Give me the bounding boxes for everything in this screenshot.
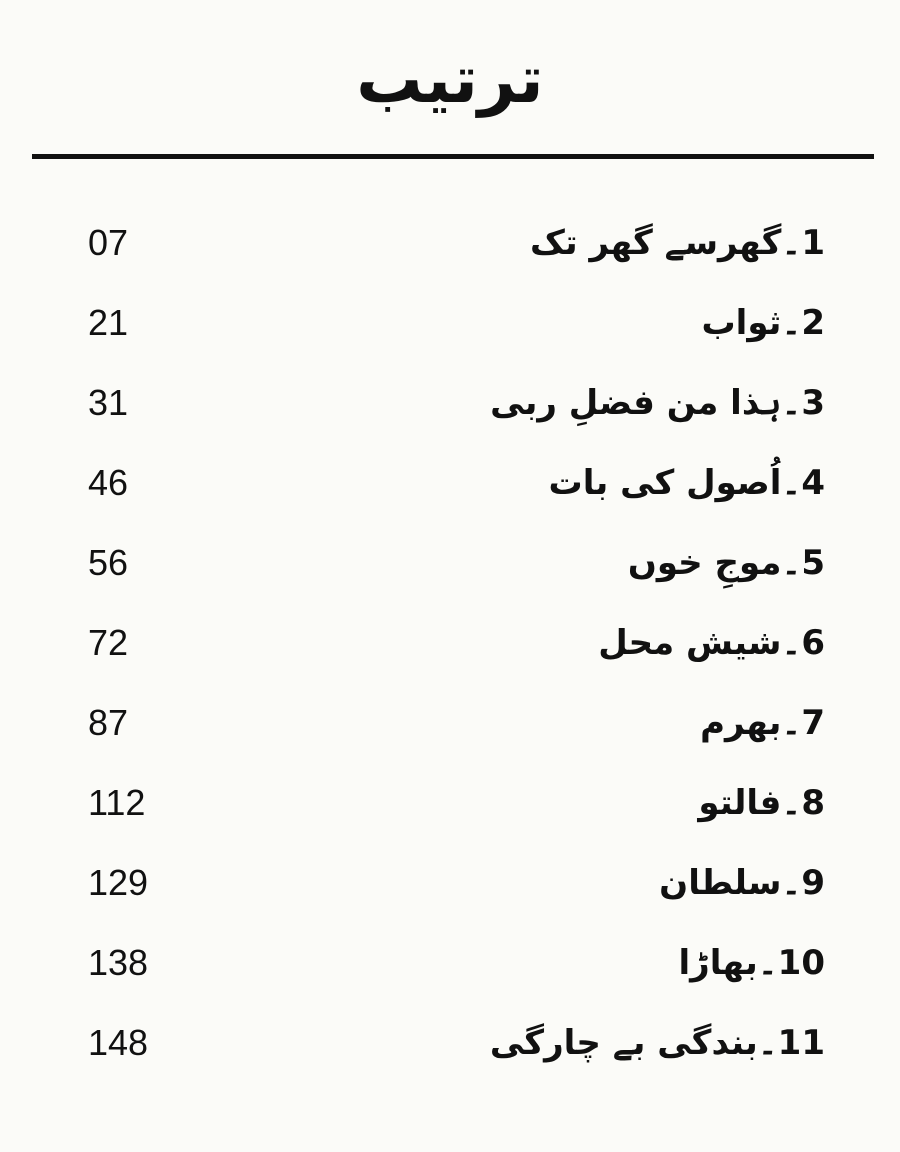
toc-row — [0, 928, 900, 1010]
toc-row — [0, 288, 900, 370]
toc-entry-title: 3۔ہذا من فضلِ ربی — [490, 383, 825, 423]
toc-page-number: 87 — [88, 702, 129, 743]
toc-page-number: 138 — [88, 942, 149, 983]
title-divider — [32, 154, 874, 159]
toc-page-number: 07 — [88, 222, 129, 263]
toc-entry-title: 10۔بھاڑا — [678, 943, 825, 983]
toc-page-number: 31 — [88, 382, 129, 423]
toc-row — [0, 768, 900, 850]
toc-row — [0, 208, 900, 290]
toc-row — [0, 688, 900, 770]
toc-entry-title: 7۔بھرم — [700, 703, 825, 743]
toc-row — [0, 1008, 900, 1090]
toc-entry-title: 2۔ثواب — [701, 303, 825, 343]
toc-entry-title: 1۔گھرسے گھر تک — [530, 223, 825, 263]
toc-page-number: 112 — [88, 782, 146, 823]
page-title: ترتیب — [356, 41, 544, 118]
toc-row — [0, 448, 900, 530]
toc-entry-title: 6۔شیش محل — [598, 623, 825, 663]
toc-row — [0, 848, 900, 930]
toc-entry-title: 5۔موجِ خوں — [627, 543, 825, 583]
toc-page-number: 46 — [88, 462, 129, 503]
toc-page-number: 56 — [88, 542, 129, 583]
toc-row — [0, 608, 900, 690]
toc-row — [0, 528, 900, 610]
toc-page-number: 72 — [88, 622, 129, 663]
toc-entry-title: 8۔فالتو — [698, 783, 825, 823]
toc-entry-title: 4۔اُصول کی بات — [548, 463, 825, 503]
toc-entry-title: 11۔بندگی بے چارگی — [489, 1023, 825, 1063]
toc-page-number: 129 — [88, 862, 149, 903]
toc-page-number: 21 — [88, 302, 129, 343]
toc-row — [0, 368, 900, 450]
toc-entry-title: 9۔سلطان — [659, 863, 825, 903]
toc-page-number: 148 — [88, 1022, 149, 1063]
